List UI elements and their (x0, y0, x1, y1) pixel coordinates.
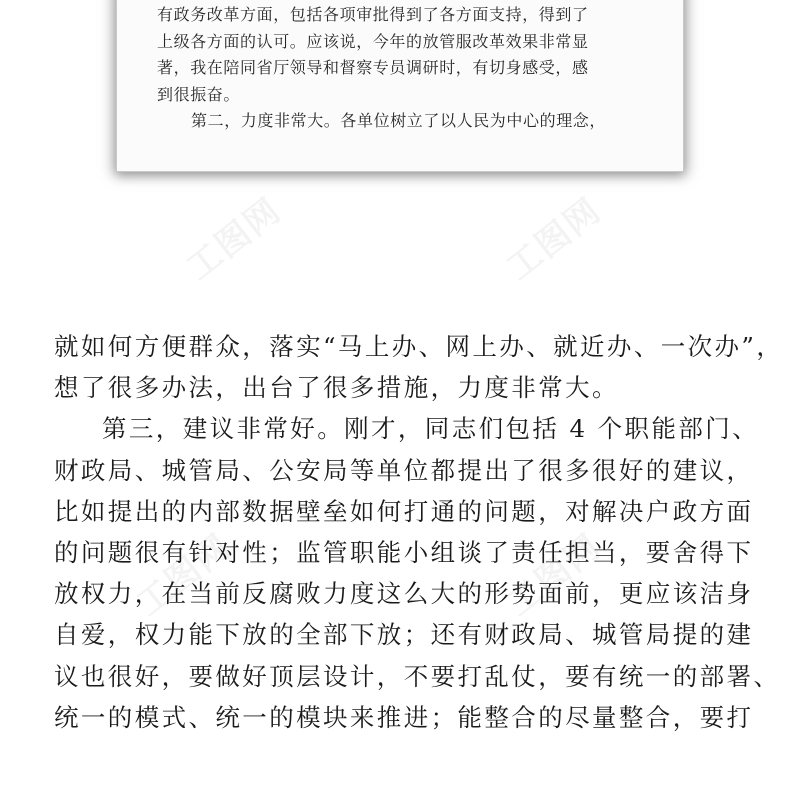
body-line: 放权力，在当前反腐败力度这么大的形势面前，更应该洁身 (54, 579, 754, 609)
watermark-logo: 工图网 (179, 190, 290, 289)
body-line: 的问题很有针对性；监管职能小组谈了责任担当，要舍得下 (54, 537, 754, 567)
watermark-logo: 工图网 (499, 526, 610, 625)
watermark-logo: 工图网 (499, 190, 610, 289)
body-line: 统一的模式、统一的模块来推进；能整合的尽量整合，要打 (54, 702, 754, 732)
watermark-logo: 工图网 (129, 526, 240, 625)
excerpt-line: 到很振奋。 (157, 84, 241, 104)
excerpt-line: 上级各方面的认可。应该说，今年的放管服改革效果非常显 (157, 31, 589, 51)
excerpt-text (157, 2, 647, 135)
body-line: 第三，建议非常好。刚才，同志们包括 4 个职能部门、 (102, 414, 760, 444)
body-line: 就如何方便群众，落实“马上办、网上办、就近办、一次办”， (54, 332, 784, 361)
body-line: 想了很多办法，出台了很多措施，力度非常大。 (54, 373, 619, 403)
excerpt-line: 著，我在陪同省厅领导和督察专员调研时，有切身感受，感 (157, 58, 589, 77)
body-text (54, 326, 784, 738)
body-line: 自爱，权力能下放的全部下放；还有财政局、城管局提的建 (54, 620, 754, 650)
body-line: 比如提出的内部数据壁垒如何打通的问题，对解决户政方面 (54, 496, 754, 526)
excerpt-line: 有政务改革方面，包括各项审批得到了各方面支持，得到了 (157, 5, 589, 24)
body-line: 财政局、城管局、公安局等单位都提出了很多很好的建议， (54, 455, 754, 485)
excerpt-line: 第二，力度非常大。各单位树立了以人民为中心的理念， (191, 111, 607, 130)
body-line: 议也很好，要做好顶层设计，不要打乱仗，要有统一的部署、 (54, 661, 781, 691)
